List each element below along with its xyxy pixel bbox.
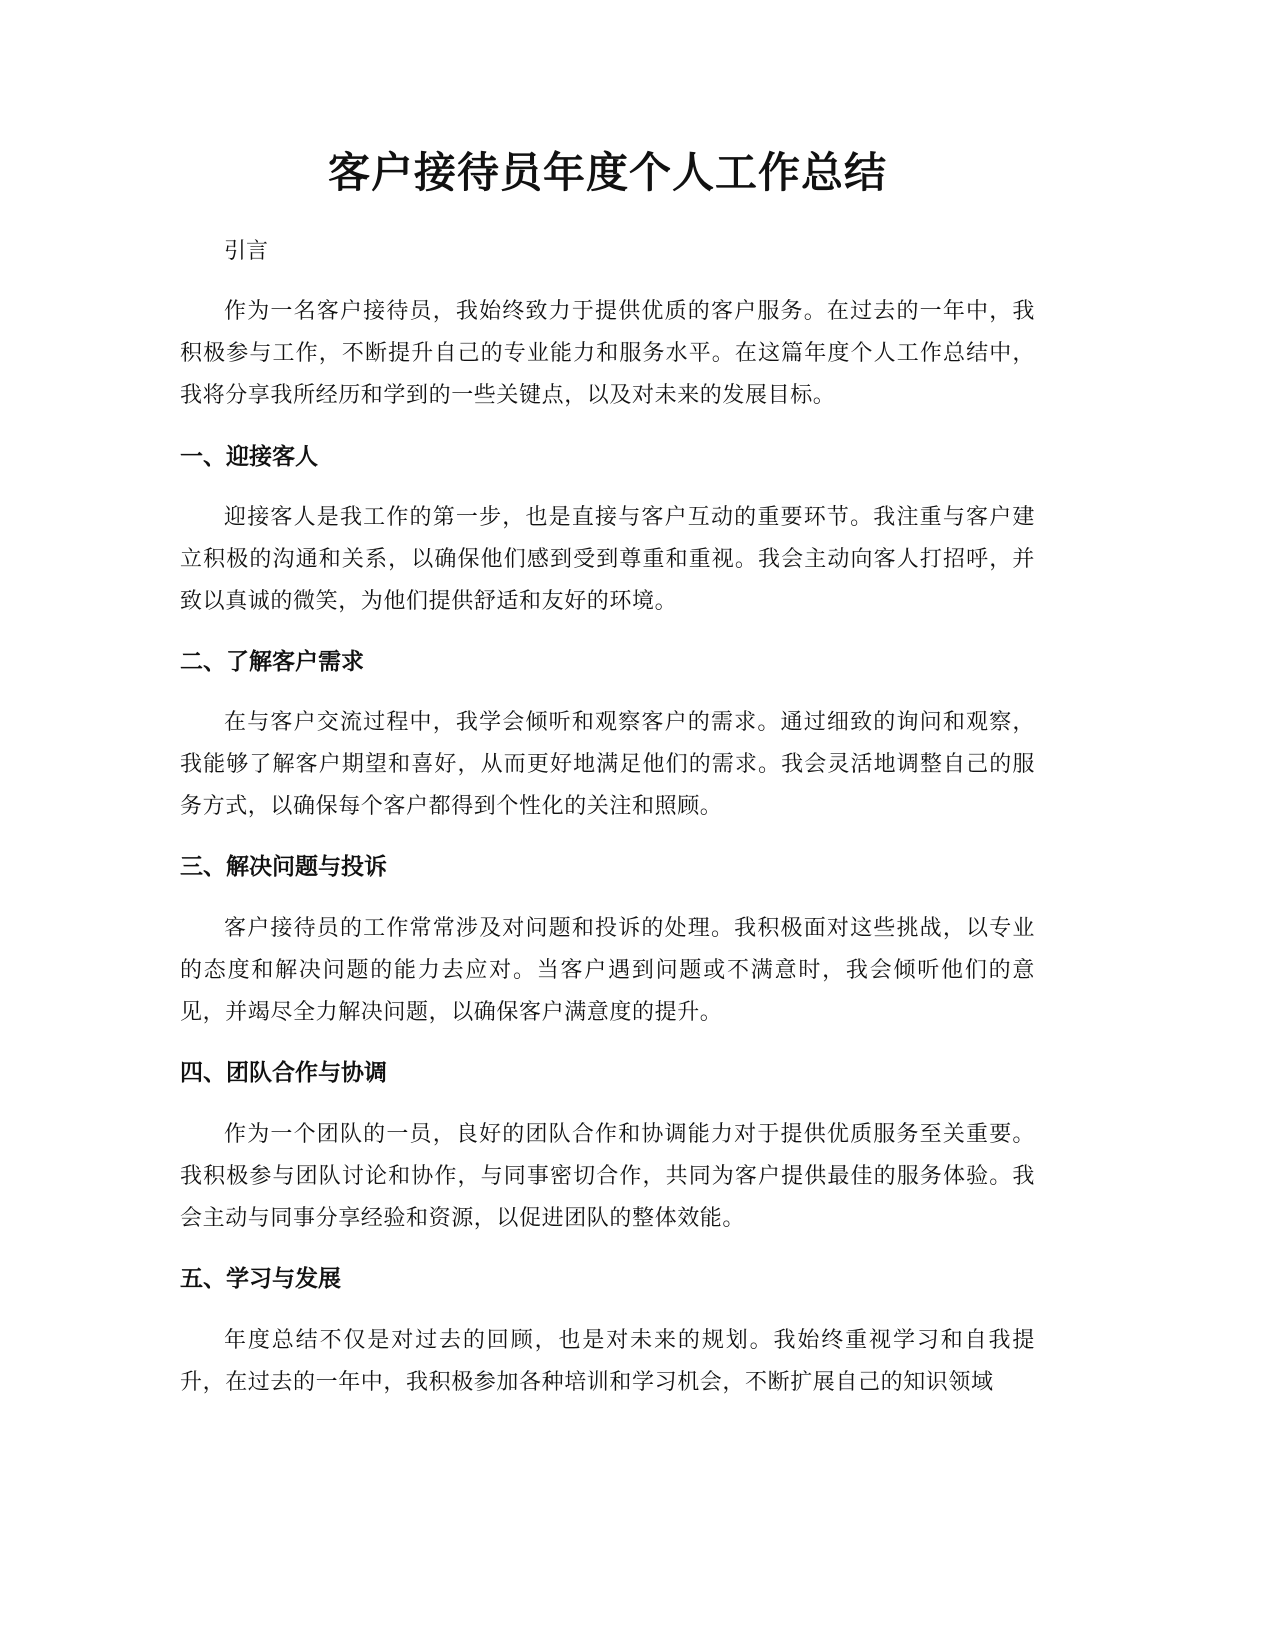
section-paragraph-4: 作为一个团队的一员，良好的团队合作和协调能力对于提供优质服务至关重要。我积极参与团队讨论和协作，与同事密切合作，共同为客户提供最佳的服务体验。我会主动与同事分享经验和资源，以促进团队的整体效能。 xyxy=(180,1122,1035,1231)
section-paragraph-1: 迎接客人是我工作的第一步，也是直接与客户互动的重要环节。我注重与客户建立积极的沟通和关系，以确保他们感到受到尊重和重视。我会主动向客人打招呼，并致以真诚的微笑，为他们提供舒适和友好的环境。 xyxy=(180,505,1035,614)
section-heading-4: 四、团队合作与协调 xyxy=(180,1060,387,1086)
section-paragraph-5: 年度总结不仅是对过去的回顾，也是对未来的规划。我始终重视学习和自我提升，在过去的一年中，我积极参加各种培训和学习机会，不断扩展自己的知识领域 xyxy=(180,1328,1035,1395)
document-title: 客户接待员年度个人工作总结 xyxy=(327,148,887,197)
section-heading-1: 一、迎接客人 xyxy=(180,444,318,470)
section-heading-2: 二、了解客户需求 xyxy=(180,649,364,675)
section-heading-3: 三、解决问题与投诉 xyxy=(180,854,387,880)
section-paragraph-2: 在与客户交流过程中，我学会倾听和观察客户的需求。通过细致的询问和观察，我能够了解客户期望和喜好，从而更好地满足他们的需求。我会灵活地调整自己的服务方式，以确保每个客户都得到个性化的关注和照顾。 xyxy=(180,710,1035,819)
intro-paragraph: 作为一名客户接待员，我始终致力于提供优质的客户服务。在过去的一年中，我积极参与工作，不断提升自己的专业能力和服务水平。在这篇年度个人工作总结中，我将分享我所经历和学到的一些关键点，以及对未来的发展目标。 xyxy=(180,299,1035,408)
intro-label: 引言 xyxy=(224,239,269,264)
section-heading-5: 五、学习与发展 xyxy=(180,1266,341,1292)
section-paragraph-3: 客户接待员的工作常常涉及对问题和投诉的处理。我积极面对这些挑战，以专业的态度和解决问题的能力去应对。当客户遇到问题或不满意时，我会倾听他们的意见，并竭尽全力解决问题，以确保客户满意度的提升。 xyxy=(180,916,1035,1025)
